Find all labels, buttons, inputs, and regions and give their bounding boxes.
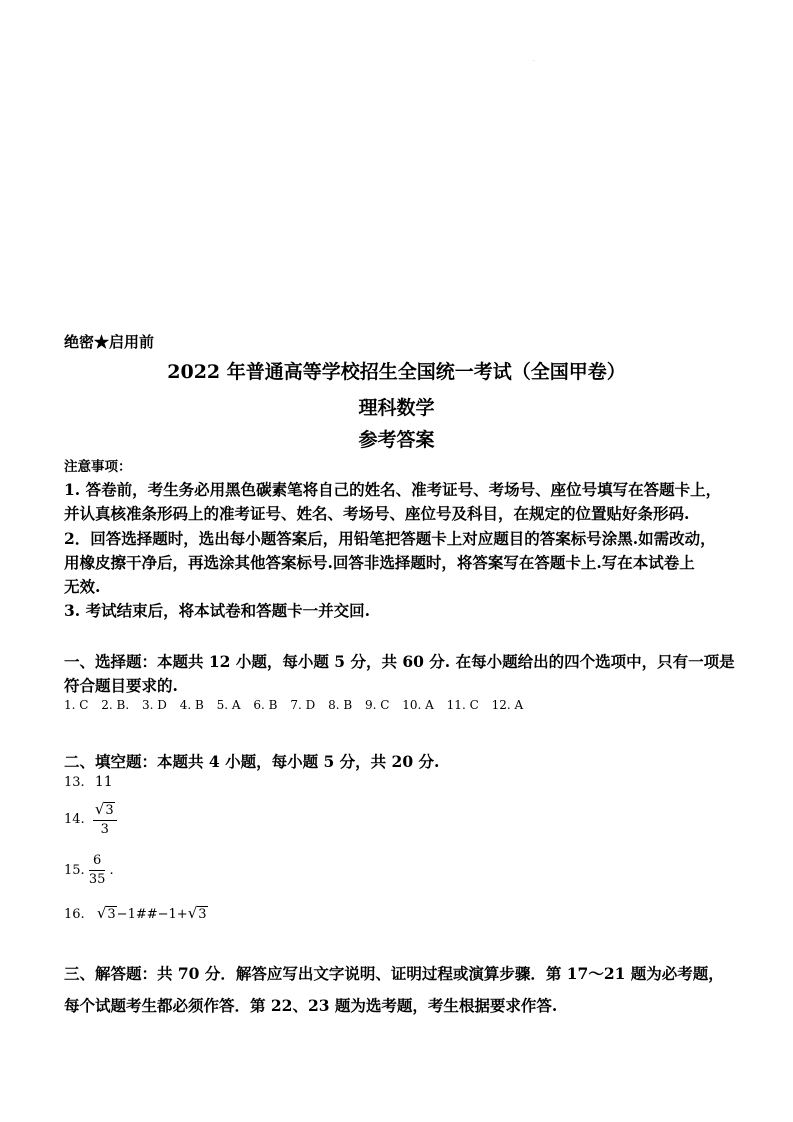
denominator: 35 xyxy=(88,872,106,887)
section2-heading: 二、填空题：本题共 4 小题，每小题 5 分，共 20 分. xyxy=(64,752,440,771)
answer-item: 12. A xyxy=(491,698,524,712)
notice-line: 2．回答选择题时，选出每小题答案后，用铅笔把答题卡上对应题目的答案标号涂黑.如需改动， xyxy=(64,529,716,548)
question-number: 15. xyxy=(64,863,85,878)
section3-heading-cont: 每个试题考生都必须作答．第 22、23 题为选考题，考生根据要求作答. xyxy=(64,996,558,1015)
expression-middle: −1##−1+ xyxy=(116,907,188,922)
answer-item: 11. C xyxy=(446,698,479,712)
fraction xyxy=(89,852,106,889)
section1-heading-cont: 符合题目要求的. xyxy=(64,676,178,695)
answer-item: 5. A xyxy=(216,698,241,712)
fraction xyxy=(93,800,117,839)
notice-line: 无效. xyxy=(64,577,101,596)
answer-item: 2. B. xyxy=(101,698,130,712)
question-number: 13. xyxy=(64,775,85,790)
sqrt-symbol: √3 xyxy=(94,800,114,818)
notice-line: 1. 答卷前，考生务必用黑色碳素笔将自己的姓名、准考证号、考场号、座位号填写在答题卡上， xyxy=(64,480,722,499)
sqrt-symbol: √3 xyxy=(96,904,116,922)
notice-line: 用橡皮擦干净后，再选涂其他答案标号.回答非选择题时，将答案写在答题卡上.写在本试卷上 xyxy=(64,553,695,572)
choice-answers xyxy=(64,698,532,712)
answer-expression xyxy=(96,904,208,922)
sqrt-symbol: √3 xyxy=(187,904,207,922)
section1-heading: 一、选择题：本题共 12 小题，每小题 5 分，共 60 分. 在每小题给出的四个选项中，只有一项是 xyxy=(64,652,735,671)
scan-dot: . xyxy=(533,56,535,63)
fill-answer-13 xyxy=(64,774,113,790)
answer-item: 3. D xyxy=(142,698,167,712)
fill-answer-16 xyxy=(64,904,208,922)
section3-heading: 三、解答题：共 70 分．解答应写出文字说明、证明过程或演算步骤．第 17～21 题为必考题， xyxy=(64,964,724,983)
subject-title: 理科数学 xyxy=(358,397,435,419)
answer-item: 7. D xyxy=(290,698,316,712)
question-number: 16. xyxy=(64,907,85,922)
answer-value: 11 xyxy=(94,774,113,790)
numerator: 6 xyxy=(89,852,106,871)
answer-item: 6. B xyxy=(253,698,278,712)
period: . xyxy=(109,863,114,878)
fill-answer-15 xyxy=(64,852,114,889)
notice-line: 并认真核准条形码上的准考证号、姓名、考场号、座位号及科目，在规定的位置贴好条形码. xyxy=(64,504,690,523)
secret-label: 绝密★启用前 xyxy=(64,333,155,351)
fill-answer-14 xyxy=(64,800,117,839)
answer-item: 4. B xyxy=(179,698,204,712)
doc-type-title: 参考答案 xyxy=(358,429,435,451)
answer-item: 1. C xyxy=(64,698,89,712)
denominator: 3 xyxy=(100,822,109,837)
notice-heading: 注意事项： xyxy=(64,459,132,475)
answer-item: 8. B xyxy=(328,698,353,712)
numerator xyxy=(93,800,117,821)
notice-line: 3. 考试结束后，将本试卷和答题卡一并交回. xyxy=(64,601,370,620)
answer-item: 10. A xyxy=(402,698,434,712)
exam-title: 2022 年普通高等学校招生全国统一考试（全国甲卷） xyxy=(167,361,626,383)
question-number: 14. xyxy=(64,812,85,827)
answer-item: 9. C xyxy=(364,698,390,712)
